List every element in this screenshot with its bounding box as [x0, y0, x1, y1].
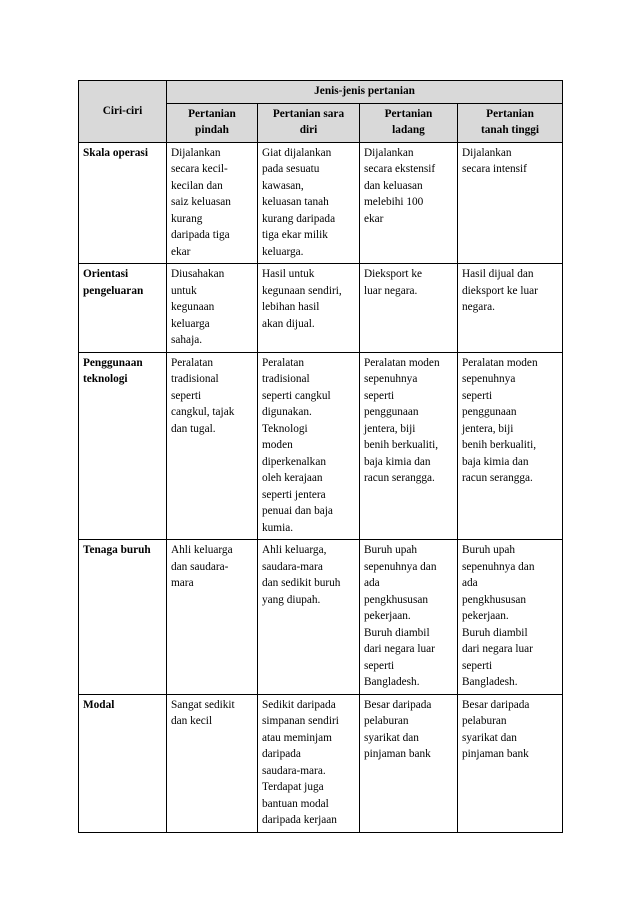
table-row [79, 540, 563, 695]
cell-text-line: bantuan modal [262, 797, 329, 810]
cell-text-line: Peralatan [262, 356, 305, 369]
cell-text-line: simpanan sendiri [262, 715, 339, 727]
cell-text-line: daripada [262, 748, 301, 760]
cell-text-line: kumia. [262, 521, 294, 534]
column-header-line: ladang [392, 124, 425, 136]
cell-text-line: pekerjaan. [462, 610, 509, 622]
row-label: Skala operasi [83, 146, 148, 159]
cell-text-line: tiga ekar milik [262, 229, 328, 241]
table-cell [458, 264, 563, 353]
cell-text-line: pinjaman bank [462, 748, 529, 760]
cell-text-line: seperti jentera [262, 488, 326, 501]
cell-text-line: sepenuhnya dan [462, 560, 535, 573]
cell-text-line: sepenuhnya [462, 373, 516, 385]
column-header-ladang [360, 103, 458, 142]
cell-text-line: ada [364, 577, 380, 589]
cell-text-line: yang diupah. [262, 593, 321, 606]
cell-text-line: dieksport ke luar [462, 284, 538, 297]
cell-text-line: Sangat sedikit [171, 698, 235, 711]
cell-text-line: secara intensif [462, 163, 527, 175]
row-label: Modal [83, 698, 115, 711]
cell-text-line: sepenuhnya [364, 373, 418, 385]
cell-text-line: tradisional [262, 373, 310, 385]
column-header-line: Pertanian [384, 107, 433, 120]
cell-text-line: untuk [171, 284, 197, 297]
cell-text-line: secara kecil- [171, 163, 228, 175]
cell-text-line: Buruh upah [462, 544, 516, 556]
cell-text-line: Buruh diambil [462, 626, 528, 639]
cell-text-line: baja kimia dan [364, 455, 431, 468]
cell-text-line: Bangladesh. [462, 676, 518, 688]
cell-text-line: diperkenalkan [262, 455, 326, 468]
cell-text-line: dan keluasan [364, 179, 423, 192]
cell-text-line: seperti cangkul [262, 389, 331, 402]
cell-text-line: pengkhususan [462, 593, 527, 606]
table-row [79, 352, 563, 540]
column-header-line: Pertanian [188, 107, 236, 120]
cell-text-line: tradisional [171, 373, 219, 385]
cell-text-line: atau meminjam [262, 731, 332, 744]
cell-text-line: jentera, biji [462, 422, 514, 435]
table-cell [167, 352, 258, 540]
cell-text-line: pengkhususan [364, 593, 429, 606]
table-cell [458, 694, 563, 832]
table-cell [258, 264, 360, 353]
table-cell [258, 540, 360, 695]
cell-text-line: kurang [171, 212, 203, 225]
cell-text-line: dari negara luar [462, 643, 533, 655]
cell-text-line: kegunaan [171, 301, 215, 313]
cell-text-line: pekerjaan. [364, 610, 411, 622]
cell-text-line: akan dijual. [262, 317, 315, 330]
table-cell [458, 540, 563, 695]
cell-text-line: keluarga [171, 317, 210, 330]
cell-text-line: benih berkualiti, [364, 439, 439, 451]
table-cell [258, 694, 360, 832]
cell-text-line: seperti [462, 659, 493, 672]
table-cell [258, 142, 360, 264]
column-header-line: Pertanian sara [272, 107, 345, 120]
column-header-line: Pertanian [486, 107, 534, 120]
column-header-line: diri [299, 124, 318, 136]
comparison-table [78, 80, 563, 833]
cell-text-line: penuai dan baja [262, 505, 333, 517]
row-label-cell [79, 540, 167, 695]
cell-text-line: ada [462, 577, 478, 589]
row-label: teknologi [83, 373, 128, 385]
cell-text-line: moden [262, 439, 293, 451]
cell-text-line: cangkul, tajak [171, 406, 235, 418]
cell-text-line: baja kimia dan [462, 455, 529, 468]
cell-text-line: dan saudara- [171, 560, 229, 573]
cell-text-line: Giat dijalankan [262, 146, 332, 159]
cell-text-line: Besar daripada [364, 698, 432, 711]
cell-text-line: Diusahakan [171, 268, 225, 280]
column-header-line: pindah [195, 124, 229, 136]
table-cell [458, 352, 563, 540]
cell-text-line: saudara-mara. [262, 764, 326, 777]
cell-text-line: melebihi 100 [364, 196, 424, 208]
cell-text-line: jentera, biji [364, 422, 416, 435]
table-cell [258, 352, 360, 540]
row-label: Orientasi [83, 268, 129, 280]
table-cell [360, 352, 458, 540]
cell-text-line: pada sesuatu [262, 163, 320, 175]
table-cell [458, 142, 563, 264]
cell-text-line: racun serangga. [462, 472, 533, 484]
column-header-line: tanah tinggi [480, 124, 540, 136]
row-label: Tenaga buruh [83, 544, 151, 556]
corner-label: Ciri-ciri [102, 104, 143, 117]
cell-text-line: dari negara luar [364, 643, 435, 655]
cell-text-line: Ahli keluarga [171, 544, 233, 556]
row-label: Penggunaan [83, 356, 143, 369]
cell-text-line: Teknologi [262, 422, 308, 435]
cell-text-line: Peralatan [171, 356, 214, 369]
table-cell [360, 694, 458, 832]
table-cell [167, 694, 258, 832]
cell-text-line: Peralatan moden [364, 356, 440, 369]
cell-text-line: Hasil untuk [262, 268, 315, 280]
cell-text-line: syarikat dan [462, 731, 517, 744]
cell-text-line: penggunaan [364, 406, 419, 418]
table-cell [167, 264, 258, 353]
row-label-cell [79, 694, 167, 832]
cell-text-line: ekar [171, 245, 191, 258]
row-label-cell [79, 142, 167, 264]
cell-text-line: sahaja. [171, 334, 203, 346]
cell-text-line: kegunaan sendiri, [262, 284, 342, 297]
cell-text-line: seperti [171, 389, 202, 402]
corner-header-cell [79, 81, 167, 143]
cell-text-line: Sedikit daripada [262, 698, 336, 711]
column-header-sara-diri [258, 103, 360, 142]
table-body [79, 142, 563, 832]
cell-text-line: oleh kerajaan [262, 472, 323, 484]
cell-text-line: lebihan hasil [262, 301, 320, 313]
cell-text-line: Dieksport ke [364, 268, 423, 280]
cell-text-line: secara ekstensif [364, 163, 436, 175]
cell-text-line: syarikat dan [364, 731, 419, 744]
cell-text-line: keluasan tanah [262, 196, 329, 208]
cell-text-line: dan tugal. [171, 422, 216, 435]
cell-text-line: Dijalankan [171, 146, 221, 159]
cell-text-line: penggunaan [462, 406, 517, 418]
cell-text-line: Peralatan moden [462, 356, 538, 369]
table-cell [167, 142, 258, 264]
cell-text-line: pinjaman bank [364, 748, 431, 760]
cell-text-line: Ahli keluarga, [262, 544, 327, 556]
table-cell [167, 540, 258, 695]
cell-text-line: negara. [462, 301, 495, 313]
cell-text-line: seperti [364, 389, 395, 402]
cell-text-line: Bangladesh. [364, 676, 420, 688]
cell-text-line: saudara-mara [262, 560, 323, 573]
cell-text-line: Buruh upah [364, 544, 418, 556]
cell-text-line: dan kecil [171, 715, 213, 727]
cell-text-line: keluarga. [262, 245, 304, 258]
header-row-group [79, 81, 563, 104]
cell-text-line: kurang daripada [262, 212, 336, 225]
cell-text-line: benih berkualiti, [462, 439, 537, 451]
cell-text-line: seperti [462, 389, 493, 402]
cell-text-line: digunakan. [262, 406, 312, 418]
cell-text-line: Terdapat juga [262, 781, 324, 793]
cell-text-line: Besar daripada [462, 698, 530, 711]
cell-text-line: Hasil dijual dan [462, 268, 534, 280]
cell-text-line: pelaburan [364, 715, 409, 727]
table-cell [360, 540, 458, 695]
cell-text-line: seperti [364, 659, 395, 672]
cell-text-line: Dijalankan [462, 146, 512, 159]
table-row [79, 694, 563, 832]
cell-text-line: Buruh diambil [364, 626, 430, 639]
row-label: pengeluaran [83, 284, 144, 297]
cell-text-line: daripada kerjaan [262, 814, 337, 826]
row-label-cell [79, 352, 167, 540]
cell-text-line: ekar [364, 212, 384, 225]
cell-text-line: saiz keluasan [171, 196, 231, 208]
cell-text-line: kecilan dan [171, 179, 223, 192]
cell-text-line: kawasan, [262, 179, 304, 192]
group-header: Jenis-jenis pertanian [314, 85, 415, 97]
group-header-cell [167, 81, 563, 104]
cell-text-line: luar negara. [364, 284, 418, 297]
cell-text-line: sepenuhnya dan [364, 560, 437, 573]
table-cell [360, 264, 458, 353]
column-header-pindah [167, 103, 258, 142]
cell-text-line: mara [171, 577, 194, 589]
cell-text-line: racun serangga. [364, 472, 435, 484]
row-label-cell [79, 264, 167, 353]
cell-text-line: daripada tiga [171, 229, 230, 241]
table-row [79, 264, 563, 353]
column-header-tanah-tinggi [458, 103, 563, 142]
cell-text-line: pelaburan [462, 715, 507, 727]
cell-text-line: dan sedikit buruh [262, 577, 341, 589]
table-cell [360, 142, 458, 264]
cell-text-line: Dijalankan [364, 146, 414, 159]
table-row [79, 142, 563, 264]
